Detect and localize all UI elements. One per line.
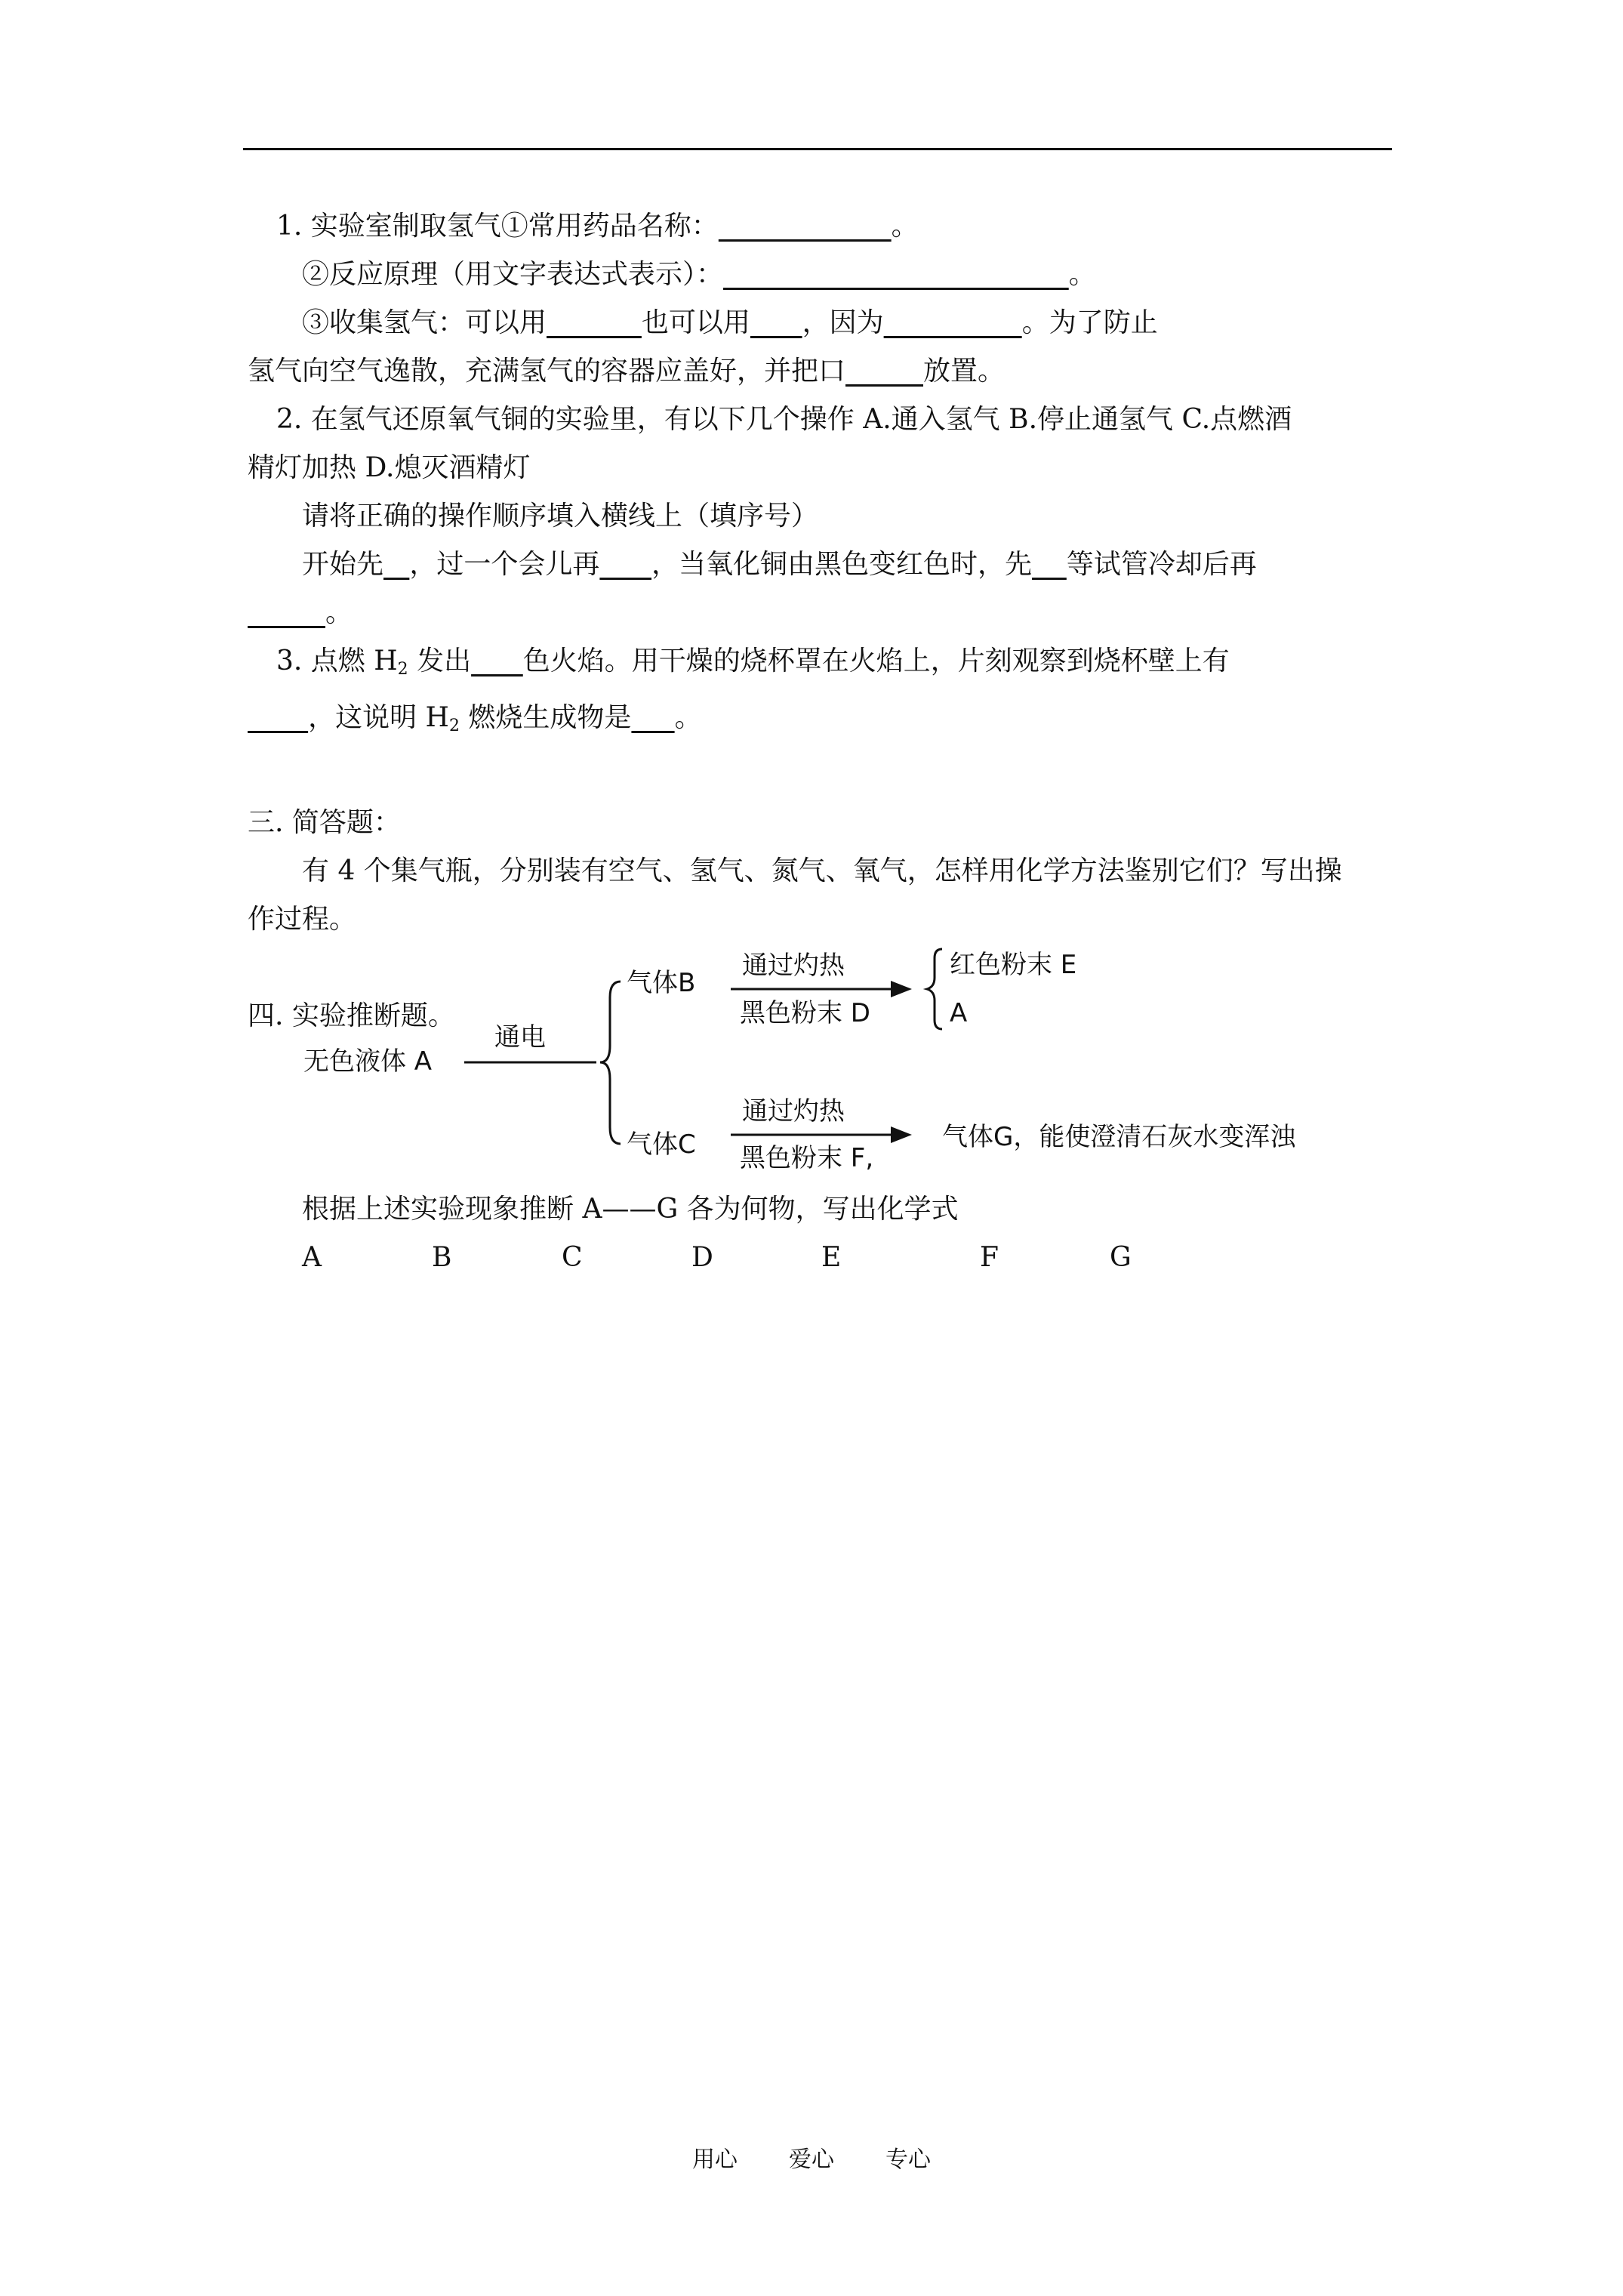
q1-text: 氢气向空气逸散，充满氢气的容器应盖好，并把口 [248,356,846,387]
q2-line5 [248,589,1389,637]
footer-item: 用心 [692,2147,738,2173]
q2-text: 等试管冷却后再 [1066,549,1257,580]
arrow-b-top-label: 通过灼热 [742,951,845,981]
product-g-label: 气体G，能使澄清石灰水变浑浊 [942,1122,1296,1152]
q2-line1: 2. 在氢气还原氧气铜的实验里，有以下几个操作 A.通入氢气 B.停止通氢气 C.点燃酒 [276,404,1292,435]
letter-f: F [980,1242,999,1273]
q3-text: 色火焰。用干燥的烧杯罩在火焰上，片刻观察到烧杯壁上有 [522,646,1230,676]
answer-blank [631,702,674,733]
answer-blank [884,307,1022,338]
arrow-c-head [891,1126,912,1143]
q2-text: 。 [325,597,353,628]
product-a-label: A [950,998,968,1028]
spacer [248,750,1389,799]
subscript: 2 [397,660,408,679]
q1-text: 。 [1068,259,1096,290]
arrow-c-top-label: 通过灼热 [742,1096,845,1126]
arrow-b-bottom-label: 黑色粉末 D [740,998,870,1028]
section3-body-line1: 有 4 个集气瓶，分别装有空气、氢气、氮气、氧气，怎样用化学方法鉴别它们？写出操 [302,855,1342,886]
q2-text: 开始先 [302,549,384,580]
letter-e: E [821,1242,842,1273]
section4-heading: 四. 实验推断题。 [248,1000,455,1031]
q1-text: 。为了防止 [1021,307,1158,338]
footer-item: 专心 [885,2147,931,2173]
answer-blank [599,549,651,580]
letter-c: C [562,1242,583,1273]
gas-c-label: 气体C [627,1130,696,1160]
q2-text: ，过一个会儿再 [409,549,600,580]
diagram-svg [294,948,1351,1174]
q1-text: 也可以用 [641,307,750,338]
answer-blank [383,549,409,580]
instruction-line: 根据上述实验现象推断 A——G 各为何物，写出化学式 [302,1194,959,1225]
letter-d: D [691,1242,713,1273]
q1-line3 [248,299,1389,347]
branch-brace-bottom [600,1062,621,1144]
answer-letters [248,1234,1389,1282]
q1-line2 [248,251,1389,299]
q1-text: ，因为 [802,307,884,338]
answer-blank [719,211,892,242]
answer-blank [547,307,642,338]
section3-body-line2: 作过程。 [248,904,357,935]
inference-diagram [294,948,1351,1174]
q1-text: ③收集氢气：可以用 [302,307,547,338]
q3-text: 。 [674,702,702,733]
answer-section [248,1185,1389,1282]
q3-text: 燃烧生成物是 [459,702,632,733]
answer-blank [750,307,802,338]
q1-text: 。 [891,211,919,242]
condition-label: 通电 [494,1022,546,1052]
q1-line4 [248,347,1389,396]
branch-brace-top [600,982,621,1062]
arrow-b-head [891,981,912,997]
answer-blank [248,702,308,733]
q1-text: ②反应原理（用文字表达式表示）： [302,259,724,290]
answer-blank [471,646,523,676]
q1-text: 放置。 [923,356,1006,387]
letter-g: G [1110,1242,1132,1273]
q3-text: 3. 点燃 H [276,646,398,676]
q3-text: ，这说明 H [308,702,449,733]
gas-b-label: 气体B [627,968,696,998]
header-rule [243,148,1392,150]
letter-a: A [302,1242,322,1273]
q2-line3: 请将正确的操作顺序填入横线上（填序号） [302,501,819,532]
answer-blank [248,597,325,628]
section3-heading: 三. 简答题： [248,807,401,838]
answer-blank [723,259,1069,290]
q1-text: 1. 实验室制取氢气①常用药品名称： [276,211,719,242]
start-label: 无色液体 A [303,1046,433,1077]
question-content [248,202,1389,1040]
page-footer [0,2140,1623,2174]
letter-b: B [432,1242,452,1273]
q2-line2: 精灯加热 D.熄灭酒精灯 [248,452,531,483]
arrow-c-bottom-label: 黑色粉末 F, [740,1143,874,1173]
q3-line2 [248,694,1389,750]
subscript: 2 [448,717,460,735]
q1-line1 [248,202,1389,251]
product-brace [927,949,942,1029]
answer-blank [845,356,923,387]
answer-blank [1032,549,1067,580]
q3-line1 [248,637,1389,694]
q2-line4 [248,541,1389,589]
product-e-label: 红色粉末 E [950,950,1077,980]
q2-text: ，当氧化铜由黑色变红色时，先 [651,549,1033,580]
q3-text: 发出 [408,646,472,676]
footer-item: 爱心 [789,2147,834,2173]
